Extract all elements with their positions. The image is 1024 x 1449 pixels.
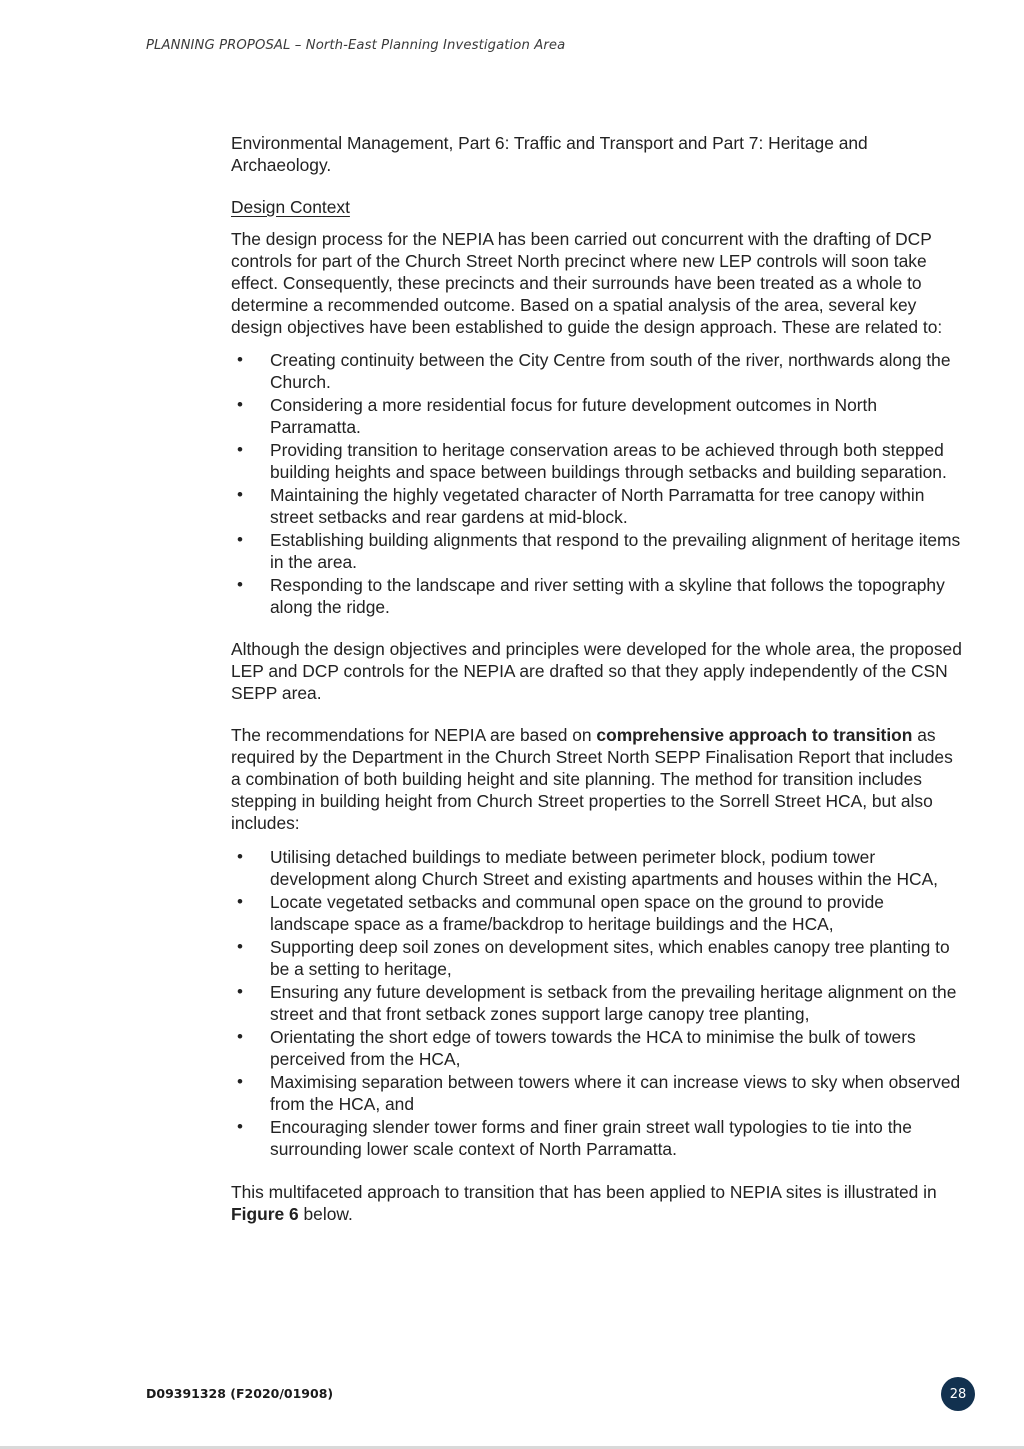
design-objectives-list — [231, 349, 966, 618]
bullet-icon: • — [237, 575, 243, 594]
bullet-icon: • — [237, 982, 243, 1001]
bullet-icon: • — [237, 1072, 243, 1091]
list-item: • Establishing building alignments that respond to the prevailing alignment of heritage items in the area. — [237, 530, 961, 572]
list-item: • Responding to the landscape and river setting with a skyline that follows the topography along the ridge. — [237, 575, 945, 617]
bullet-icon: • — [237, 847, 243, 866]
list-item: • Considering a more residential focus for future development outcomes in North Parramatta. — [237, 395, 878, 437]
document-reference: D09391328 (F2020/01908) — [146, 1386, 334, 1401]
bullet-icon: • — [237, 1027, 243, 1046]
figure-reference: Figure 6 — [231, 1204, 299, 1224]
bullet-icon: • — [237, 892, 243, 911]
list-item: • Locate vegetated setbacks and communal open space on the ground to provide landscape space as a frame/backdrop to heritage buildings and the HCA, — [237, 892, 884, 934]
section-heading: Design Context — [231, 197, 350, 217]
list-item: • Utilising detached buildings to mediate between perimeter block, podium tower development along Church Street and existing apartments and houses within the HCA, — [237, 847, 938, 889]
list-item: • Maintaining the highly vegetated character of North Parramatta for tree canopy within street setbacks and rear gardens at mid-block. — [237, 485, 925, 527]
list-item: • Orientating the short edge of towers towards the HCA to minimise the bulk of towers perceived from the HCA, — [237, 1027, 916, 1069]
transition-methods-list — [231, 846, 966, 1160]
scope-paragraph: Although the design objectives and principles were developed for the whole area, the proposed LEP and DCP controls for the NEPIA are drafted so that they apply independently of the CSN SEPP area. — [231, 639, 962, 703]
page-number-badge: 28 — [941, 1377, 975, 1411]
list-item: • Ensuring any future development is setback from the prevailing heritage alignment on the street and that front setback zones support large canopy tree planting, — [237, 982, 957, 1024]
bullet-icon: • — [237, 1117, 243, 1136]
bullet-icon: • — [237, 530, 243, 549]
bullet-icon: • — [237, 350, 243, 369]
transition-emphasis: comprehensive approach to transition — [596, 725, 913, 745]
design-context-paragraph: The design process for the NEPIA has been carried out concurrent with the drafting of DCP controls for part of the Church Street North precinct where new LEP controls will soon take effect. Consequently, these precincts and their surrounds have been treated as a whole to determine a recommended outcome. Based on a spatial analysis of the area, several key design objectives have been established to guide the design approach. These are related to: — [231, 229, 943, 337]
list-item: • Maximising separation between towers where it can increase views to sky when observed from the HCA, and — [237, 1072, 961, 1114]
list-item: • Creating continuity between the City Centre from south of the river, northwards along the Church. — [237, 350, 951, 392]
intro-paragraph: Environmental Management, Part 6: Traffic and Transport and Part 7: Heritage and Archaeology. — [231, 133, 868, 175]
bullet-icon: • — [237, 440, 243, 459]
transition-paragraph: The recommendations for NEPIA are based on comprehensive approach to transition as required by the Department in the Church Street North SEPP Finalisation Report that includes a combination of both building height and site planning. The method for transition includes stepping in building height from Church Street properties to the Sorrell Street HCA, but also includes: — [231, 725, 953, 833]
list-item: • Encouraging slender tower forms and finer grain street wall typologies to tie into the surrounding lower scale context of North Parramatta. — [237, 1117, 912, 1159]
running-header: PLANNING PROPOSAL – North-East Planning Investigation Area — [146, 38, 566, 53]
bullet-icon: • — [237, 937, 243, 956]
bullet-icon: • — [237, 485, 243, 504]
list-item: • Supporting deep soil zones on development sites, which enables canopy tree planting to be a setting to heritage, — [237, 937, 950, 979]
body-content — [231, 132, 966, 1225]
bullet-icon: • — [237, 395, 243, 414]
list-item: • Providing transition to heritage conservation areas to be achieved through both stepped building heights and space between buildings through setbacks and building separation. — [237, 440, 947, 482]
closing-paragraph: This multifaceted approach to transition that has been applied to NEPIA sites is illustrated in Figure 6 below. — [231, 1182, 937, 1224]
